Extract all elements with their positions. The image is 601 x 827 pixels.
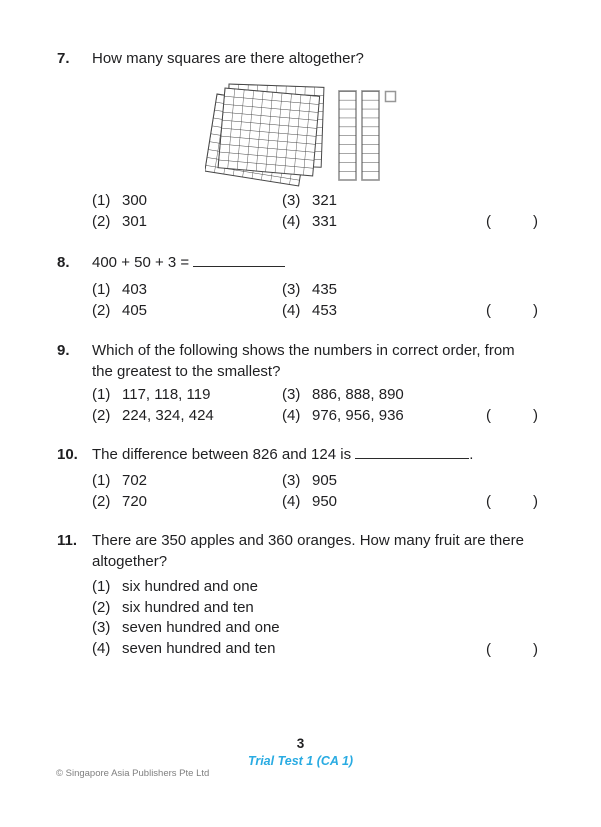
option-label: (2)	[92, 407, 111, 424]
question-number: 10.	[57, 446, 78, 463]
option-value: 321	[312, 192, 338, 209]
bracket-open: (	[486, 213, 491, 230]
copyright-notice: © Singapore Asia Publishers Pte Ltd	[56, 768, 210, 779]
answer-bracket	[486, 491, 538, 512]
option-label: (3)	[92, 619, 111, 636]
bracket-close: )	[533, 640, 538, 658]
option	[92, 190, 282, 211]
ten-rod-1	[339, 91, 356, 180]
option	[92, 577, 545, 598]
option-label: (3)	[282, 386, 301, 403]
option-label: (4)	[92, 639, 111, 657]
bracket-close: )	[533, 213, 538, 230]
ten-rod-2	[362, 91, 379, 180]
option-value: 950	[312, 493, 338, 510]
bracket-close: )	[533, 407, 538, 424]
option	[92, 300, 282, 321]
option-value: 886, 888, 890	[312, 386, 404, 403]
option-value: 300	[122, 192, 148, 209]
option-label: (3)	[282, 281, 301, 298]
option-value: seven hundred and one	[122, 619, 280, 636]
option-value: 435	[312, 281, 338, 298]
question-10	[57, 444, 547, 465]
answer-bracket	[486, 300, 538, 321]
option-value: 453	[312, 302, 338, 319]
option-label: (1)	[92, 281, 111, 298]
option-value: 702	[122, 472, 148, 489]
option-label: (1)	[92, 578, 111, 595]
option-value: six hundred and one	[122, 578, 258, 595]
option-label: (2)	[92, 302, 111, 319]
bracket-open: (	[486, 493, 491, 510]
option-value: seven hundred and ten	[122, 639, 276, 657]
option-value: 720	[122, 493, 148, 510]
bracket-open: (	[486, 302, 491, 319]
page-number: 3	[296, 736, 305, 751]
question-text: How many squares are there altogether?	[92, 50, 364, 67]
question-text-line-1: Which of the following shows the numbers in correct order, from	[92, 342, 515, 359]
question-7	[57, 48, 547, 69]
option-label: (1)	[92, 472, 111, 489]
option	[282, 470, 545, 491]
option-label: (1)	[92, 386, 111, 403]
question-number: 9.	[57, 342, 70, 359]
question-8-options	[92, 279, 545, 321]
question-text-line-1: There are 350 apples and 360 oranges. How many fruit are there	[92, 532, 524, 549]
option-label: (4)	[282, 213, 301, 230]
option	[282, 190, 545, 211]
answer-blank	[193, 253, 285, 267]
option-value: 117, 118, 119	[122, 386, 211, 403]
question-11	[57, 530, 547, 572]
option-value: 403	[122, 281, 148, 298]
option	[92, 279, 282, 300]
question-8	[57, 252, 547, 273]
question-10-options	[92, 470, 545, 512]
option	[92, 470, 282, 491]
option	[92, 405, 282, 426]
option-label: (2)	[92, 493, 111, 510]
question-number: 8.	[57, 254, 70, 271]
option-label: (2)	[92, 213, 111, 230]
option-label: (4)	[282, 407, 301, 424]
question-text: 400 + 50 + 3 =	[92, 252, 547, 273]
option-label: (4)	[282, 493, 301, 510]
option-value: 331	[312, 213, 338, 230]
option-label: (1)	[92, 192, 111, 209]
bracket-close: )	[533, 302, 538, 319]
answer-bracket	[486, 211, 538, 232]
option-value: 976, 956, 936	[312, 407, 404, 424]
question-text-line-2: altogether?	[92, 553, 168, 570]
option-value: 224, 324, 424	[122, 407, 214, 424]
bracket-open: (	[486, 640, 491, 658]
question-9-options	[92, 384, 545, 426]
unit-square	[386, 92, 396, 102]
option-label: (3)	[282, 472, 301, 489]
option	[92, 639, 545, 660]
question-text: The difference between 826 and 124 is .	[92, 446, 474, 463]
question-11-options	[92, 577, 545, 659]
base-ten-blocks-figure	[205, 83, 400, 188]
footer-subtitle: Trial Test 1 (CA 1)	[247, 754, 354, 768]
answer-bracket	[486, 639, 538, 660]
option-label: (3)	[282, 192, 301, 209]
hundred-grid-front	[218, 88, 320, 176]
bracket-open: (	[486, 407, 491, 424]
question-number: 7.	[57, 50, 70, 67]
option	[92, 384, 282, 405]
answer-bracket	[486, 405, 538, 426]
option-label: (2)	[92, 598, 111, 616]
option	[92, 211, 282, 232]
question-9	[57, 340, 547, 382]
question-number: 11.	[57, 532, 78, 549]
option	[92, 491, 282, 512]
option-value: six hundred and ten	[122, 598, 254, 616]
answer-blank	[355, 445, 469, 459]
option	[92, 598, 545, 619]
option-value: 301	[122, 213, 148, 230]
option-value: 405	[122, 302, 148, 319]
bracket-close: )	[533, 493, 538, 510]
option	[282, 279, 545, 300]
question-text-line-2: the greatest to the smallest?	[92, 363, 281, 380]
option-value: 905	[312, 472, 338, 489]
option	[282, 384, 545, 405]
option	[92, 618, 545, 639]
option-label: (4)	[282, 302, 301, 319]
question-7-options	[92, 190, 545, 232]
